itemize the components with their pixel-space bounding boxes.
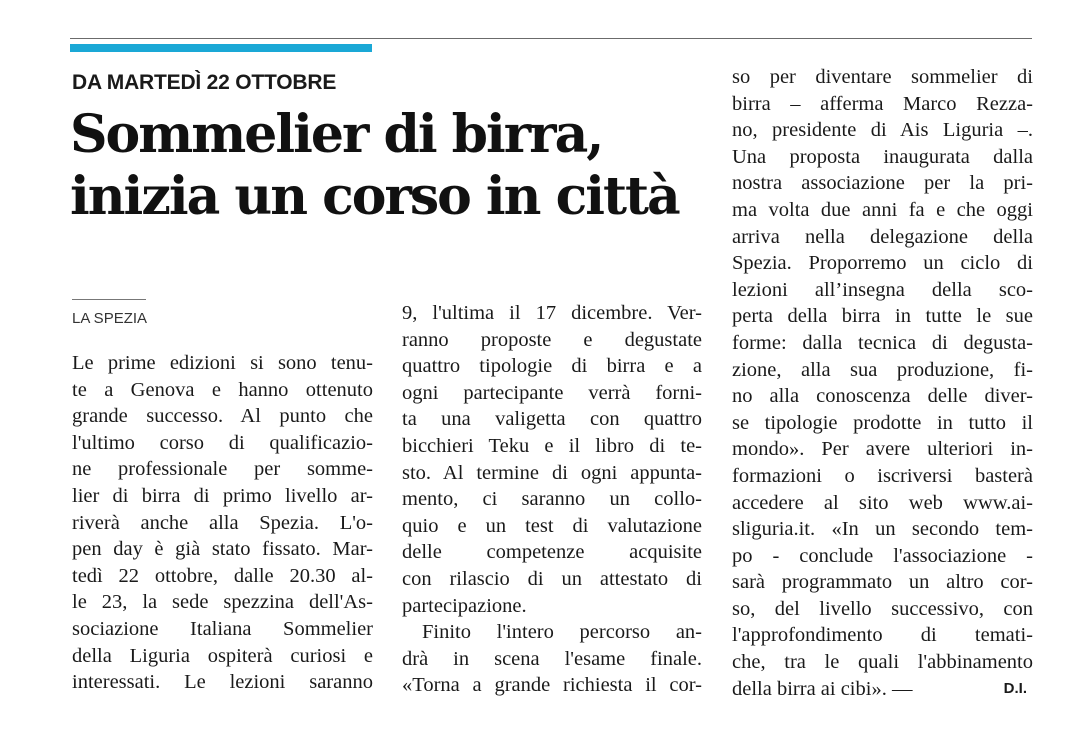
article-column-1 [72, 350, 373, 696]
text-line: partecipazione. [402, 594, 527, 617]
dateline-rule [72, 299, 146, 300]
text-line: 9, l'ultima il 17 dicembre. Ver- [402, 302, 702, 324]
text-line: formazioni o iscriversi basterà [732, 464, 1033, 487]
article-column-3 [732, 64, 1033, 702]
text-line: nostra associazione per la pri- [732, 172, 1033, 195]
dateline-place: LA SPEZIA [72, 310, 148, 327]
text-line: Le prime edizioni si sono tenu- [72, 352, 373, 374]
text-line: birra – afferma Marco Rezza- [732, 92, 1033, 115]
text-line: l'approfondimento di temati- [732, 624, 1033, 647]
text-line: riverà anche alla Spezia. L'o- [72, 511, 373, 534]
headline-line-1: Sommelier di birra, [70, 104, 603, 165]
text-line: bicchieri Teku e il libro di te- [402, 434, 702, 457]
text-line: grande successo. Al punto che [72, 405, 373, 428]
text-line: l'ultimo corso di qualificazio- [72, 431, 373, 454]
text-line: Finito l'intero percorso an- [422, 621, 702, 644]
text-line: Spezia. Proporremo un ciclo di [732, 252, 1033, 275]
text-line: zione, alla sua produzione, fi- [732, 358, 1033, 381]
text-line: forme: dalla tecnica di degusta- [732, 331, 1033, 354]
text-line: perta della birra in tutte le sue [732, 305, 1033, 328]
text-line: mento, ci saranno un collo- [402, 488, 702, 511]
text-line: sarà programmato un altro cor- [732, 571, 1033, 594]
text-line: lezioni all’insegna della sco- [732, 278, 1033, 301]
text-line: ma volta due anni fa e che oggi [732, 198, 1033, 221]
dateline [72, 299, 146, 327]
text-line: sto. Al termine di ogni appunta- [402, 461, 702, 484]
text-line: quattro tipologie di birra e a [402, 355, 702, 378]
text-line: po - conclude l'associazione - [732, 544, 1033, 567]
text-line: ranno proposte e degustate [402, 328, 702, 351]
text-line: sociazione Italiana Sommelier [72, 617, 373, 640]
text-line: delle competenze acquisite [402, 541, 702, 564]
text-line: mondo». Per avere ulteriori in- [732, 438, 1033, 461]
text-line: so per diventare sommelier di [732, 66, 1033, 88]
text-line: accedere al sito web www.ai- [732, 491, 1033, 514]
text-line: della birra ai cibi». — [732, 677, 913, 700]
text-line: «Torna a grande richiesta il cor- [402, 674, 702, 697]
text-line: se tipologie prodotte in tutto il [732, 411, 1033, 434]
text-line: con rilascio di un attestato di [402, 567, 702, 590]
article-column-2 [402, 300, 702, 699]
text-line: lier di birra di primo livello ar- [72, 484, 373, 507]
text-line: le 23, la sede spezzina dell'As- [72, 591, 373, 614]
text-line: no alla conoscenza delle diver- [732, 385, 1033, 408]
text-line: so, del livello successivo, con [732, 597, 1033, 620]
text-line: drà in scena l'esame finale. [402, 647, 702, 670]
text-line: tedì 22 ottobre, dalle 20.30 al- [72, 564, 373, 587]
headline-line-2: inizia un corso in città [70, 166, 679, 227]
text-line: Una proposta inaugurata dalla [732, 145, 1033, 168]
text-line: ogni partecipante verrà forni- [402, 381, 702, 404]
text-line: arriva nella delegazione della [732, 225, 1033, 248]
text-line: interessati. Le lezioni saranno [72, 671, 373, 694]
text-line: quio e un test di valutazione [402, 514, 702, 537]
kicker: DA MARTEDÌ 22 OTTOBRE [72, 71, 337, 94]
text-line: no, presidente di Ais Liguria –. [732, 119, 1033, 142]
text-line: che, tra le quali l'abbinamento [732, 651, 1033, 674]
text-line: ta una valigetta con quattro [402, 408, 702, 431]
text-line: della Liguria ospiterà curiosi e [72, 644, 373, 667]
text-line: pen day è già stato fissato. Mar- [72, 538, 373, 561]
headline [70, 104, 720, 228]
closing-line [732, 676, 1033, 703]
top-accent-bar [70, 44, 372, 52]
top-rule [70, 38, 1032, 39]
text-line: sliguria.it. «In un secondo tem- [732, 518, 1033, 541]
text-line: te a Genova e hanno ottenuto [72, 378, 373, 401]
author-signature: D.I. [1003, 679, 1027, 697]
text-line: ne professionale per somme- [72, 458, 373, 481]
